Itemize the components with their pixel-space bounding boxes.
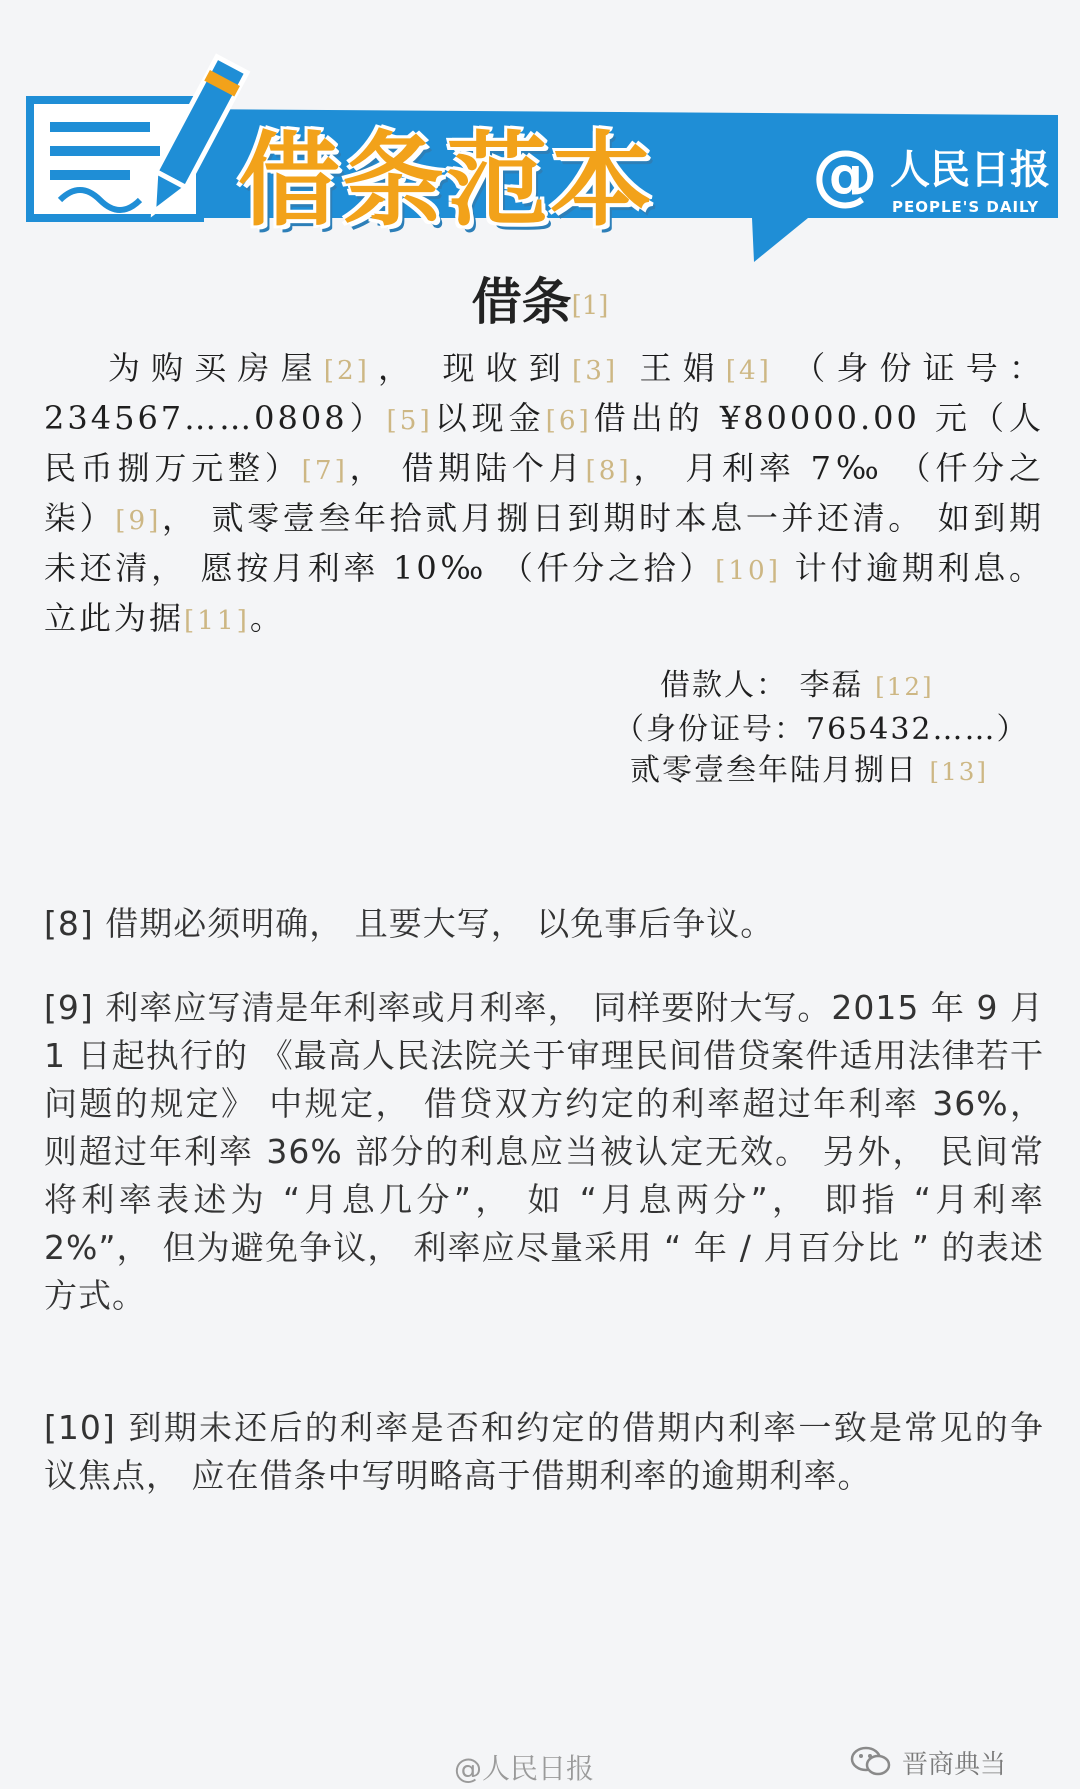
brand-name: 人民日报 bbox=[890, 147, 1050, 193]
explanation-8: [8] 借期必须明确， 且要大写， 以免事后争议。 bbox=[44, 904, 775, 943]
ref-mark: [10] bbox=[715, 556, 781, 586]
wechat-icon bbox=[850, 1744, 892, 1778]
banner-title: 借条范本 bbox=[238, 122, 654, 241]
ref-mark: [8] bbox=[585, 456, 632, 486]
explanation-10: [10] 到期未还后的利率是否和约定的借期内利率一致是常见的争议焦点， 应在借条中写明略高于借期利率的逾期利率。 bbox=[44, 1408, 1044, 1495]
note-date-line bbox=[630, 745, 988, 789]
ref-mark: [4] bbox=[725, 356, 772, 386]
note-text: 。 bbox=[249, 599, 285, 637]
note-text: ， 月利率 7‰ （仟分之柒） bbox=[44, 449, 1044, 537]
header-banner bbox=[0, 0, 1080, 290]
note-text: ， 现收到 bbox=[369, 349, 572, 387]
note-text: 计付逾期利息。 立此为据 bbox=[44, 549, 1044, 637]
watermark-center: @人民日报 bbox=[454, 1752, 595, 1785]
note-text: 为购买房屋 bbox=[108, 349, 324, 387]
note-text: （身份证号：234567……0808） bbox=[44, 349, 1044, 437]
note-date: 贰零壹叁年陆月捌日 bbox=[630, 753, 918, 788]
borrower-id-line: （身份证号：765432……） bbox=[614, 712, 1029, 747]
note-title-text: 借条 bbox=[471, 272, 572, 331]
ref-mark: [11] bbox=[184, 606, 250, 636]
ref-mark: [5] bbox=[386, 406, 433, 436]
ref-mark: [2] bbox=[323, 356, 370, 386]
brand-subtitle: PEOPLE'S DAILY bbox=[892, 198, 1040, 216]
ref-mark: [3] bbox=[571, 356, 619, 386]
explanation-9: [9] 利率应写清是年利率或月利率， 同样要附大写。2015 年 9 月 1 日起执行的 《最高人民法院关于审理民间借贷案件适用法律若干问题的规定》 中规定， 借贷双方约定的利率超过年利率 36%， 则超过年利率 36% 部分的利息应当被认定无效。 另外， 民间常将利率表述为 “月息几分”， 如 “月息两分”， 即指 “月利率 2%”， 但为避免争议， 利率应尽量采用 “ 年 / 月百分比 ” 的表述方式。 bbox=[44, 988, 1044, 1315]
ref-mark: [12] bbox=[875, 672, 934, 701]
note-text: ， 贰零壹叁年拾贰月捌日到期时本息一并还清。 如到期未还清， 愿按月利率 10‰ （仟分之拾） bbox=[44, 499, 1044, 587]
brand-at-symbol: @ bbox=[812, 136, 878, 213]
note-text: 借出的 ¥80000.00 元（人民币捌万元整） bbox=[44, 399, 1044, 487]
borrower-line bbox=[660, 660, 934, 704]
watermark-right: 晋商典当 bbox=[902, 1750, 1007, 1780]
note-body bbox=[44, 345, 1044, 645]
note-text: 以现金 bbox=[432, 399, 546, 437]
ref-mark: [6] bbox=[545, 406, 592, 436]
note-text: 王娟 bbox=[618, 349, 726, 387]
borrower-name: 借款人： 李磊 bbox=[660, 668, 864, 703]
ref-mark: [13] bbox=[929, 757, 989, 786]
note-text: ， 借期陆个月 bbox=[347, 449, 586, 487]
ref-mark: [9] bbox=[115, 506, 162, 536]
note-title bbox=[0, 262, 1080, 334]
ref-mark: [1] bbox=[571, 291, 609, 321]
ref-mark: [7] bbox=[301, 456, 348, 486]
